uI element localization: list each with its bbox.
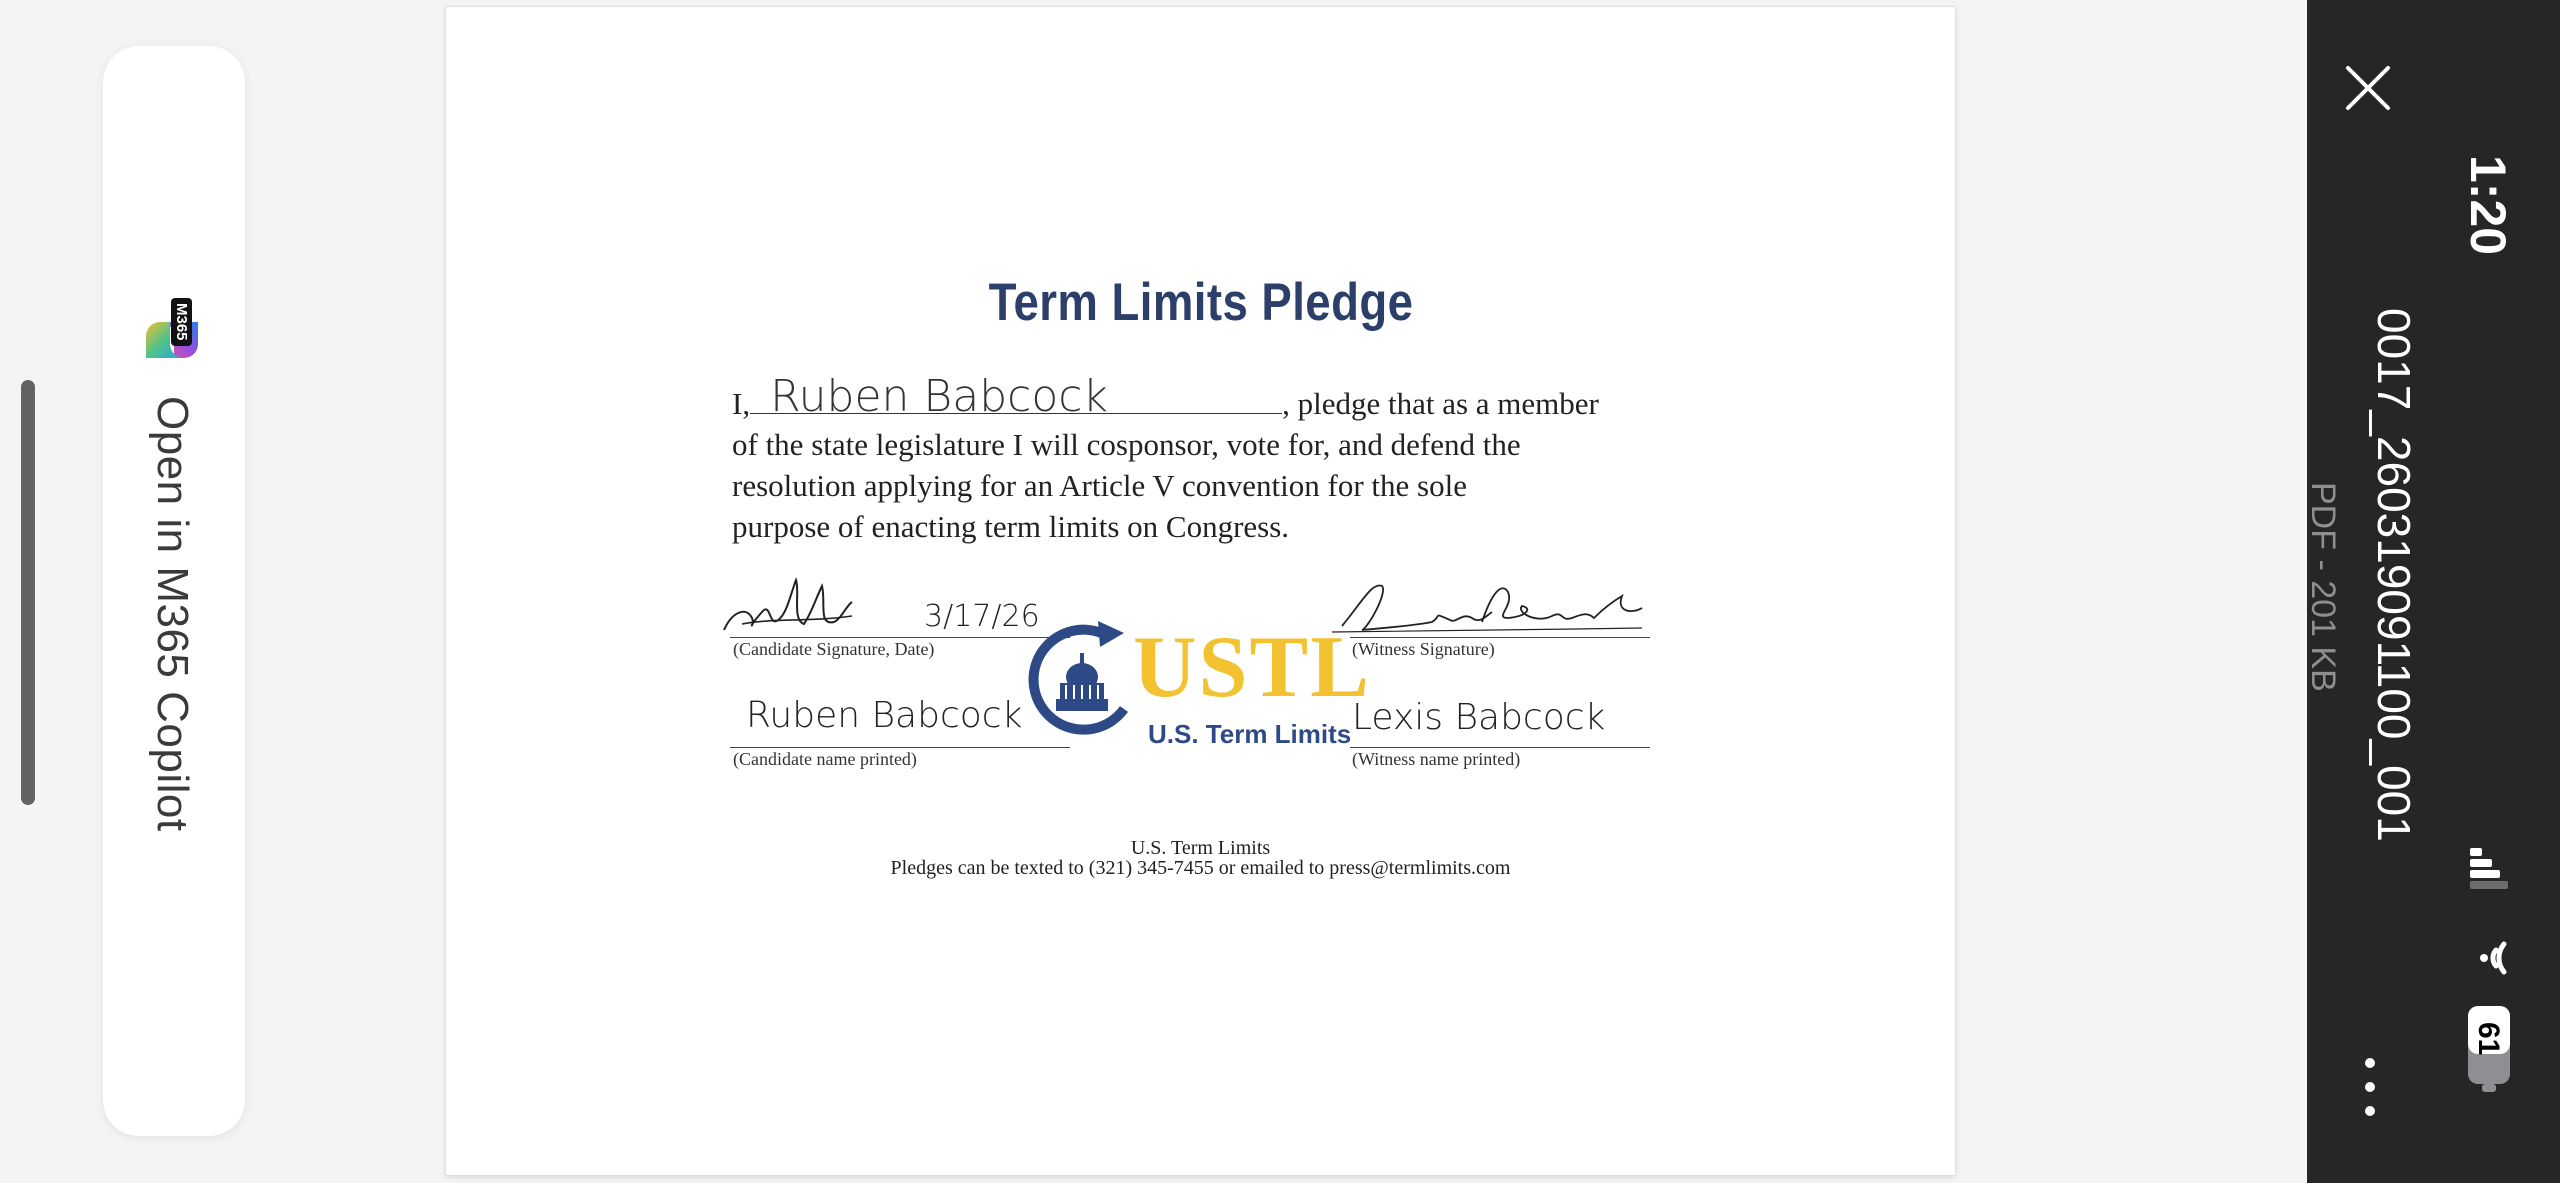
- pledge-name-line: [750, 371, 1282, 422]
- pledge-prefix: I,: [732, 386, 751, 421]
- pledge-line-2: of the state legislature I will cosponsor, vote for, and defend the: [732, 427, 1521, 462]
- candidate-name-handwritten: Ruben Babcock: [746, 695, 1023, 736]
- pledge-text: [732, 371, 1652, 547]
- pledge-handwritten-name: Ruben Babcock: [770, 371, 1108, 422]
- ustl-logo: [1028, 619, 1371, 754]
- witness-signature: [1332, 572, 1652, 642]
- pdf-page: [446, 7, 1955, 1175]
- m365-badge: M365: [171, 298, 192, 346]
- copilot-logo-icon: [136, 304, 208, 376]
- file-info: PDF - 201 KB: [2304, 482, 2342, 692]
- wifi-icon: [2470, 936, 2510, 980]
- file-name: 0017_260319091100_001: [2368, 308, 2420, 842]
- signal-icon: [2470, 848, 2508, 890]
- candidate-signature-caption: (Candidate Signature, Date): [733, 639, 935, 659]
- pledge-line-1: , pledge that as a member: [1282, 386, 1599, 421]
- candidate-signature: [722, 572, 892, 642]
- copilot-label: Open in M365 Copilot: [148, 396, 197, 832]
- candidate-signature-line: [730, 637, 1070, 638]
- footer-contact: Pledges can be texted to (321) 345-7455 or emailed to press@termlimits.com: [890, 857, 1511, 879]
- battery-icon: [2468, 1006, 2510, 1094]
- scroll-handle[interactable]: [21, 380, 35, 805]
- close-button[interactable]: [2340, 60, 2396, 116]
- viewer-right-bar: [2307, 0, 2560, 1183]
- witness-signature-line: [1350, 637, 1650, 638]
- footer-org: U.S. Term Limits: [1130, 837, 1271, 859]
- logo-subtext: U.S. Term Limits: [1148, 719, 1352, 749]
- close-icon: [2340, 60, 2396, 116]
- candidate-signature-date: 3/17/26: [924, 599, 1040, 634]
- pledge-line-4: purpose of enacting term limits on Congress.: [732, 509, 1290, 544]
- status-time: 1:20: [2460, 155, 2516, 256]
- more-options-button[interactable]: [2360, 1058, 2380, 1118]
- candidate-name-caption: (Candidate name printed): [733, 749, 917, 769]
- candidate-name-line: [730, 747, 1070, 748]
- capitol-clock-icon: [1028, 619, 1138, 749]
- battery-level: 61: [2472, 1022, 2505, 1056]
- more-vertical-icon: [2365, 1058, 2375, 1068]
- logo-text: USTL: [1133, 619, 1371, 716]
- pledge-line-3: resolution applying for an Article V convention for the sole: [732, 468, 1467, 503]
- witness-name-handwritten: Lexis Babcock: [1352, 697, 1606, 738]
- witness-name-line: [1350, 747, 1650, 748]
- document-title: Term Limits Pledge: [988, 273, 1413, 332]
- witness-signature-caption: (Witness Signature): [1352, 639, 1495, 659]
- witness-name-caption: (Witness name printed): [1352, 749, 1521, 769]
